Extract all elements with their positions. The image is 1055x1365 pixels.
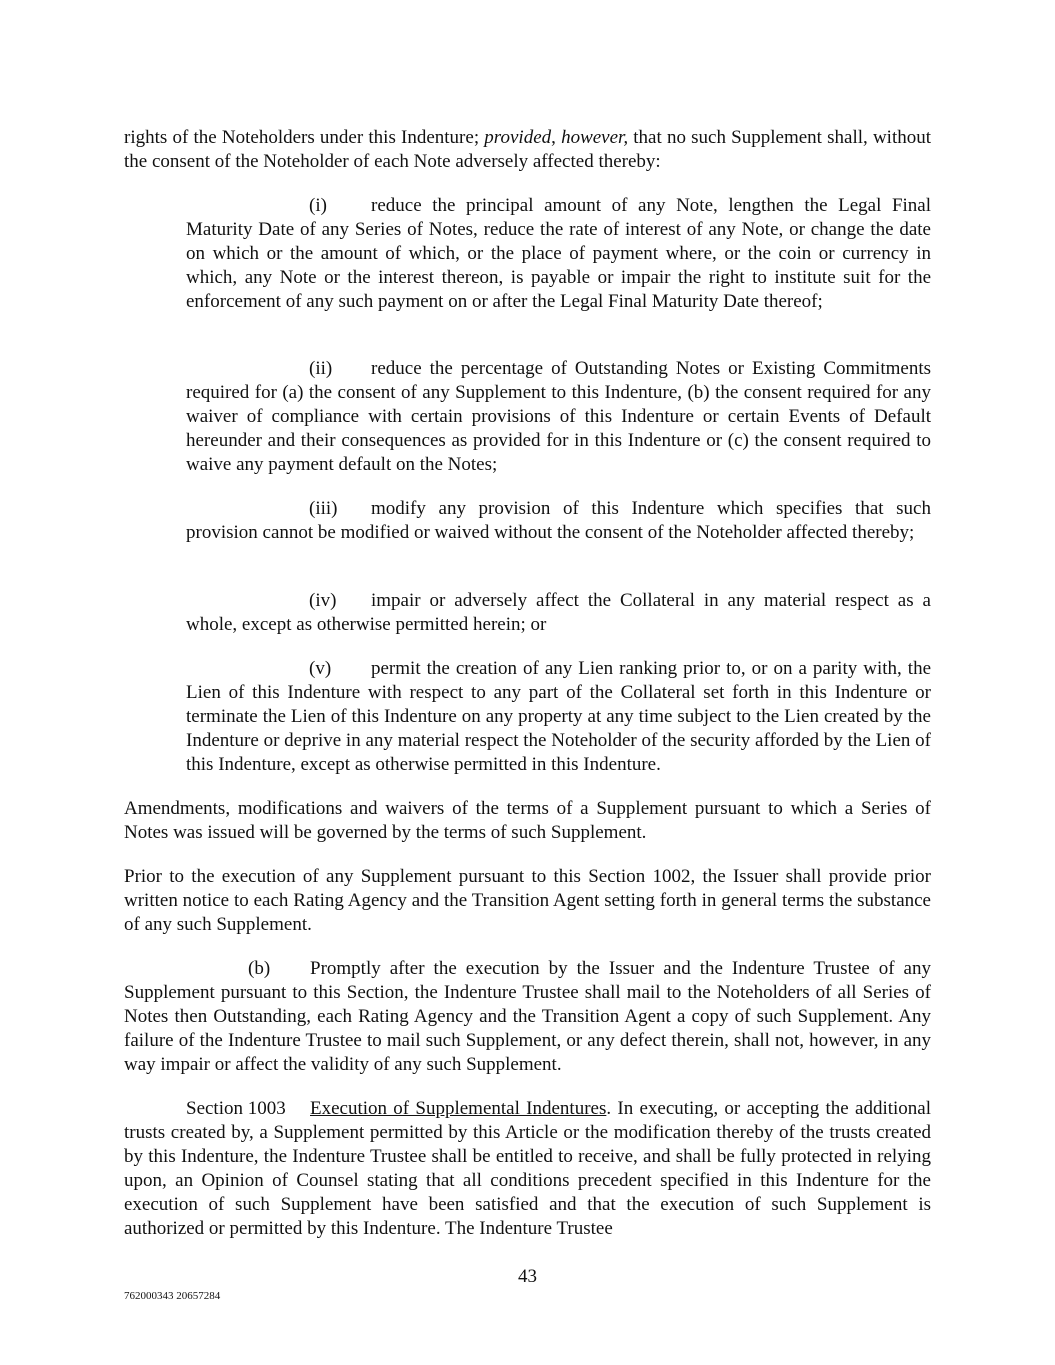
page-number: 43: [518, 1266, 537, 1287]
document-id: 762000343 20657284: [124, 1290, 221, 1302]
intro-however: however,: [561, 127, 629, 148]
intro-text-after: that no such Supplement shall, without the consent of the Noteholder of each Note adversely affected thereby:: [124, 127, 931, 172]
clause-ii: [186, 357, 931, 477]
section-1003-label: Section 1003: [186, 1098, 286, 1119]
clause-i-text: reduce the principal amount of any Note, lengthen the Legal Final Maturity Date of any Series of Notes, reduce the rate of interest of any Note, or change the date on which or the amount of which, or the place of payment where, or the coin or currency in which, any Note or the interest thereon, is payable or impair the right to institute suit for the enforcement of any such payment on or after the Legal Final Maturity Date thereof;: [186, 195, 931, 312]
clause-iv-text: impair or adversely affect the Collateral in any material respect as a whole, except as otherwise permitted herein; or: [186, 590, 931, 635]
prior-notice-paragraph: Prior to the execution of any Supplement pursuant to this Section 1002, the Issuer shall provide prior written notice to each Rating Agency and the Transition Agent setting forth in general terms the substance of any such Supplement.: [124, 866, 931, 935]
intro-text-before: rights of the Noteholders under this Indenture;: [124, 127, 485, 148]
section-1003-text: . In executing, or accepting the additional trusts created by, a Supplement permitted by this Article or the modification thereby of the trusts created by this Indenture, the Indenture Trustee shall be entitled to receive, and shall be fully protected in relying upon, an Opinion of Counsel stating that all conditions precedent specified in this Indenture for the execution of such Supplement have been satisfied and that the execution of such Supplement is authorized or permitted by this Indenture. The Indenture Trustee: [124, 1098, 931, 1239]
clause-v-number: (v): [309, 658, 332, 679]
clause-iii: [186, 497, 931, 545]
intro-provided: provided: [484, 127, 552, 148]
clause-b-number: (b): [248, 958, 271, 979]
clause-i-number: (i): [309, 195, 327, 216]
section-1003-title: Execution of Supplemental Indentures: [310, 1098, 607, 1119]
section-1003-paragraph: [124, 1097, 931, 1241]
intro-paragraph: [124, 126, 931, 174]
clause-iii-number: (iii): [309, 498, 338, 519]
clause-iv: [186, 589, 931, 637]
clause-b: [124, 957, 931, 1077]
clause-ii-text: reduce the percentage of Outstanding Notes or Existing Commitments required for (a) the consent of any Supplement to this Indenture, (b) the consent required for any waiver of compliance with certain provisions of this Indenture or certain Events of Default hereunder and their consequences as provided for in this Indenture or (c) the consent required to waive any payment default on the Notes;: [186, 358, 931, 475]
clause-iii-text: modify any provision of this Indenture which specifies that such provision cannot be modified or waived without the consent of the Noteholder affected thereby;: [186, 498, 931, 543]
clause-b-text: Promptly after the execution by the Issuer and the Indenture Trustee of any Supplement pursuant to this Section, the Indenture Trustee shall mail to the Noteholders of all Series of Notes then Outstanding, each Rating Agency and the Transition Agent a copy of such Supplement. Any failure of the Indenture Trustee to mail such Supplement, or any defect therein, shall not, however, in any way impair or affect the validity of any such Supplement.: [124, 958, 931, 1075]
clause-i: [186, 194, 931, 314]
clause-v: [186, 657, 931, 777]
intro-comma: ,: [551, 127, 562, 148]
clause-iv-number: (iv): [309, 590, 337, 611]
amendments-paragraph: Amendments, modifications and waivers of the terms of a Supplement pursuant to which a Series of Notes was issued will be governed by the terms of such Supplement.: [124, 798, 931, 843]
clause-v-text: permit the creation of any Lien ranking prior to, or on a parity with, the Lien of this Indenture with respect to any part of the Collateral set forth in this Indenture or terminate the Lien of this Indenture on any property at any time subject to the Lien created by the Indenture or deprive in any material respect the Noteholder of the security afforded by the Lien of this Indenture, except as otherwise permitted in this Indenture.: [186, 658, 931, 775]
clause-ii-number: (ii): [309, 358, 333, 379]
